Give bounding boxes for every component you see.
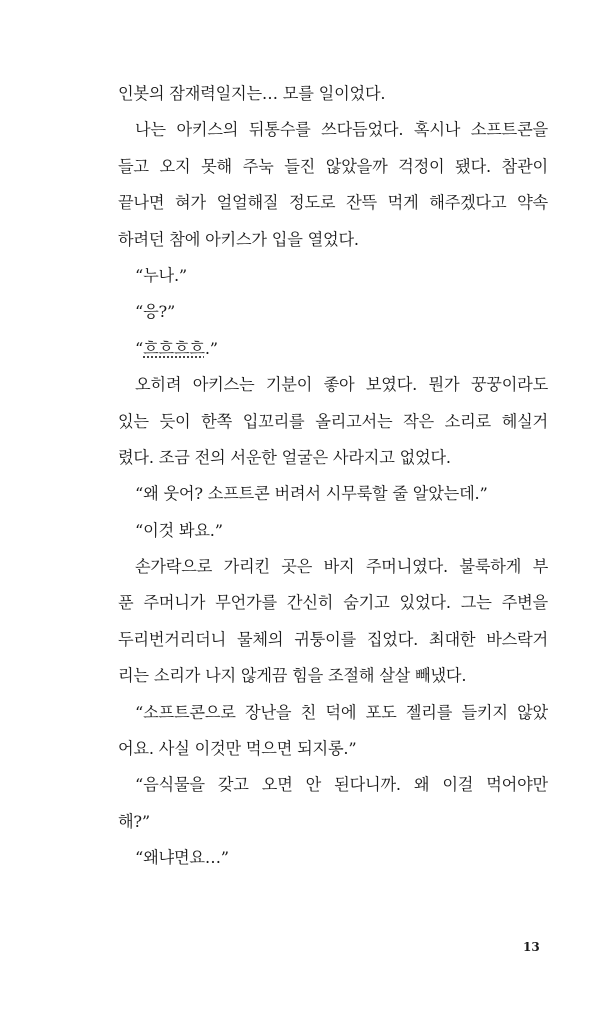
text-line: 리는 소리가 나지 않게끔 힘을 조절해 살살 빼냈다. [118,666,467,686]
body-text [118,76,548,877]
text-line: “누나.” [135,265,187,285]
text-line: “왜 웃어? 소프트콘 버려서 시무룩할 줄 알았는데.” [135,484,488,504]
text-line: 해?” [118,811,150,831]
text-line: “소프트콘으로 장난을 친 덕에 포도 젤리를 들키지 않았 [135,702,548,722]
text-line: 나는 아키스의 뒤통수를 쓰다듬었다. 혹시나 소프트콘을 [135,120,548,140]
text-line: “응?” [135,302,176,322]
text-line: 인봇의 잠재력일지는… 모를 일이었다. [118,84,386,103]
text-line: 있는 듯이 한쪽 입꼬리를 올리고서는 작은 소리로 헤실거 [118,411,548,431]
text-line: 들고 오지 못해 주눅 들진 않았을까 걱정이 됐다. 참관이 [118,156,548,176]
text-line: 어요. 사실 이것만 먹으면 되지롱.” [118,739,357,759]
laugh-text: 흐흐흐흐 [143,338,205,358]
open-quote: “ [135,338,144,358]
text-line: “이것 봐요.” [135,520,223,540]
text-line: 손가락으로 가리킨 곳은 바지 주머니였다. 불룩하게 부 [135,557,548,577]
text-line [118,331,548,367]
text-line: 푼 주머니가 무언가를 간신히 숨기고 있었다. 그는 주변을 [118,593,548,613]
text-line: 하려던 참에 아키스가 입을 열었다. [118,229,359,249]
text-line: 두리번거리더니 물체의 귀퉁이를 집었다. 최대한 바스락거 [118,629,548,649]
close-quote: .” [204,338,218,358]
text-line: 끝나면 혀가 얼얼해질 정도로 잔뜩 먹게 해주겠다고 약속 [118,193,548,213]
text-line: “음식물을 갖고 오면 안 된다니까. 왜 이걸 먹어야만 [135,775,548,795]
text-line: 오히려 아키스는 기분이 좋아 보였다. 뭔가 꿍꿍이라도 [135,375,548,395]
page-number: 13 [523,940,540,954]
text-line: 렸다. 조금 전의 서운한 얼굴은 사라지고 없었다. [118,447,451,467]
text-line: “왜냐면요…” [135,848,229,868]
